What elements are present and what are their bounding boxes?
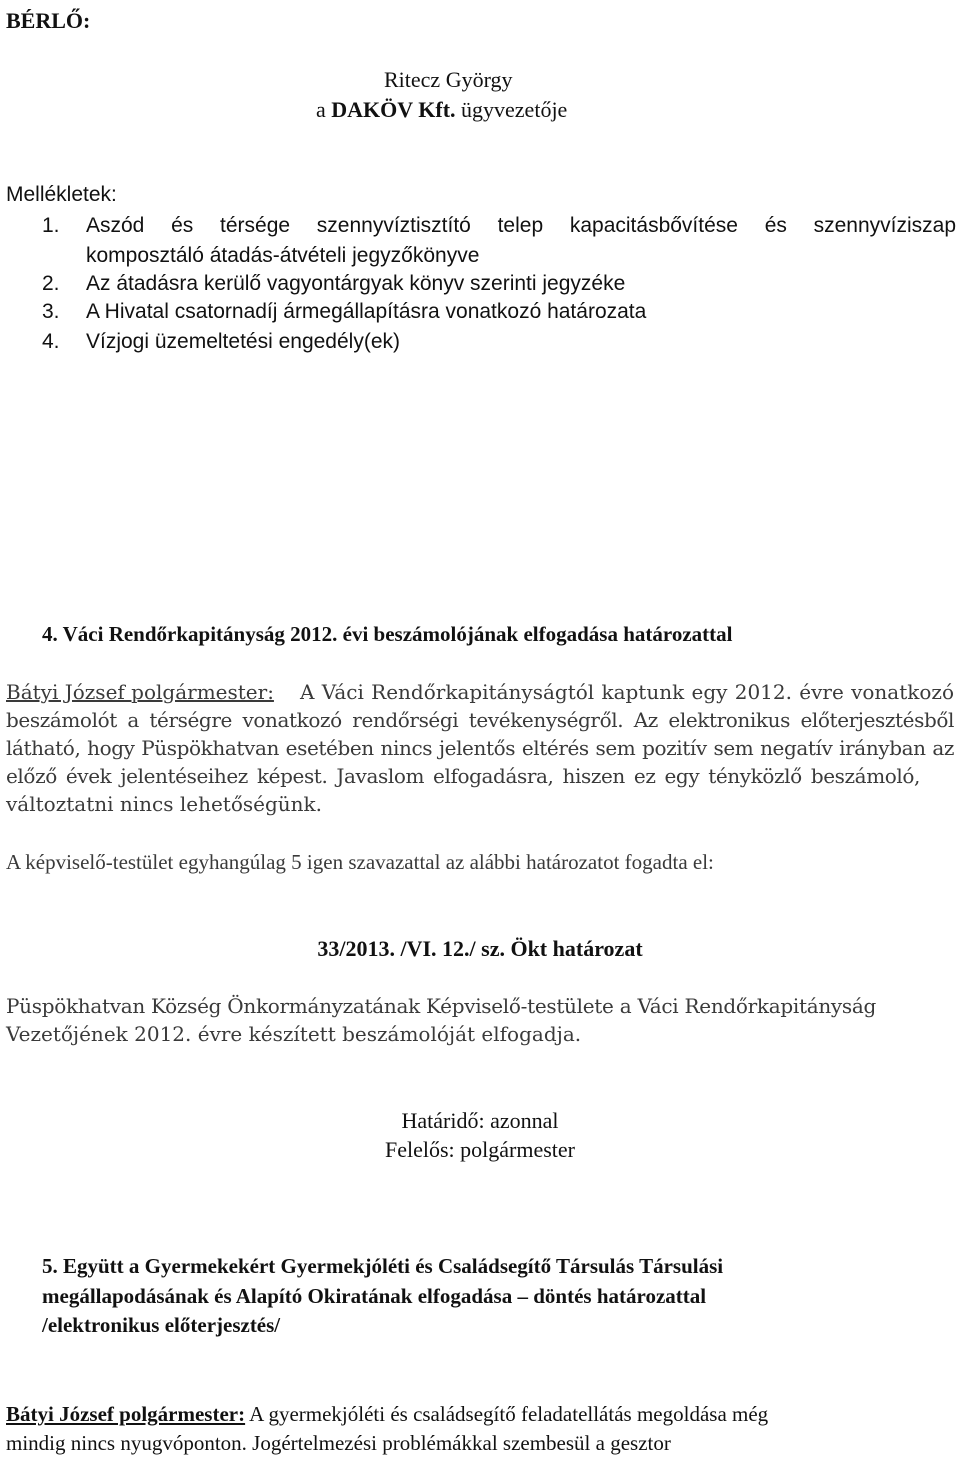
attachment-num: 4.: [42, 330, 60, 353]
attachment-item-line: Vízjogi üzemeltetési engedély(ek): [86, 330, 400, 353]
attachment-item-line: A Hivatal csatornadíj ármegállapításra vonatkozó határozata: [86, 300, 647, 323]
section5-para-text: A gyermekjóléti és családsegítő feladatellátás megoldása még: [245, 1402, 769, 1426]
signatory-title-prefix: a: [316, 97, 332, 122]
berlo-heading: BÉRLŐ:: [6, 8, 91, 33]
signatory-company: DAKÖV Kft.: [331, 97, 456, 122]
section5-para-line: [6, 1402, 768, 1427]
resolution-title: 33/2013. /VI. 12./ sz. Ökt határozat: [317, 936, 643, 961]
section4-heading: 4. Váci Rendőrkapitányság 2012. évi beszámolójának elfogadása határozattal: [42, 622, 733, 646]
attachment-num: 3.: [42, 300, 60, 323]
section5-heading-line: megállapodásának és Alapító Okiratának elfogadása – döntés határozattal: [42, 1284, 707, 1308]
responsible: Felelős: polgármester: [384, 1137, 575, 1162]
signatory-title-suffix: ügyvezetője: [455, 97, 568, 122]
section4-para-line: beszámolót a térségre vonatkozó rendőrségi tevékenységről. Az elektronikus előterjesztésből: [6, 708, 954, 732]
attachments-label: Mellékletek:: [6, 183, 117, 206]
section4-speaker: Bátyi József polgármester:: [6, 680, 274, 704]
section5-heading-line: 5. Együtt a Gyermekekért Gyermekjóléti és Családsegítő Társulás Társulási: [42, 1254, 724, 1278]
resolution-text-line: Püspökhatvan Község Önkormányzatának Képviselő-testülete a Váci Rendőrkapitányság: [6, 994, 876, 1018]
section4-para-line: előző évek jelentéseihez képest. Javaslom elfogadásra, hiszen ez egy tényközlő beszámoló,: [6, 764, 920, 788]
section4-para-line: látható, hogy Püspökhatvan esetében nincs jelentős eltérés sem pozitív sem negatív irányban az: [6, 736, 954, 760]
resolution-text-line: Vezetőjének 2012. évre készített beszámolóját elfogadja.: [6, 1022, 582, 1046]
attachment-item-line: Az átadásra kerülő vagyontárgyak könyv szerinti jegyzéke: [86, 272, 626, 295]
attachment-num: 1.: [42, 214, 60, 237]
attachment-item-line: Aszód és térsége szennyvíztisztító telep kapacitásbővítése és szennyvíziszap: [86, 214, 956, 237]
section4-para-line: A Váci Rendőrkapitányságtól kaptunk egy 2012. évre vonatkozó: [300, 680, 954, 704]
section5-speaker: Bátyi József polgármester:: [6, 1402, 246, 1426]
section5-heading-line: /elektronikus előterjesztés/: [42, 1313, 281, 1337]
vote-statement: A képviselő-testület egyhangúlag 5 igen szavazattal az alábbi határozatot fogadta el:: [6, 850, 714, 874]
attachment-item-line: komposztáló átadás-átvételi jegyzőkönyve: [86, 244, 480, 267]
section5-para-line: mindig nincs nyugvóponton. Jogértelmezési problémákkal szembesül a gesztor: [6, 1431, 671, 1455]
deadline: Határidő: azonnal: [401, 1108, 559, 1133]
section4-para-line: változtatni nincs lehetőségünk.: [6, 792, 323, 816]
signatory-name: Ritecz György: [384, 67, 513, 92]
attachment-num: 2.: [42, 272, 60, 295]
signatory-title: [316, 97, 567, 123]
